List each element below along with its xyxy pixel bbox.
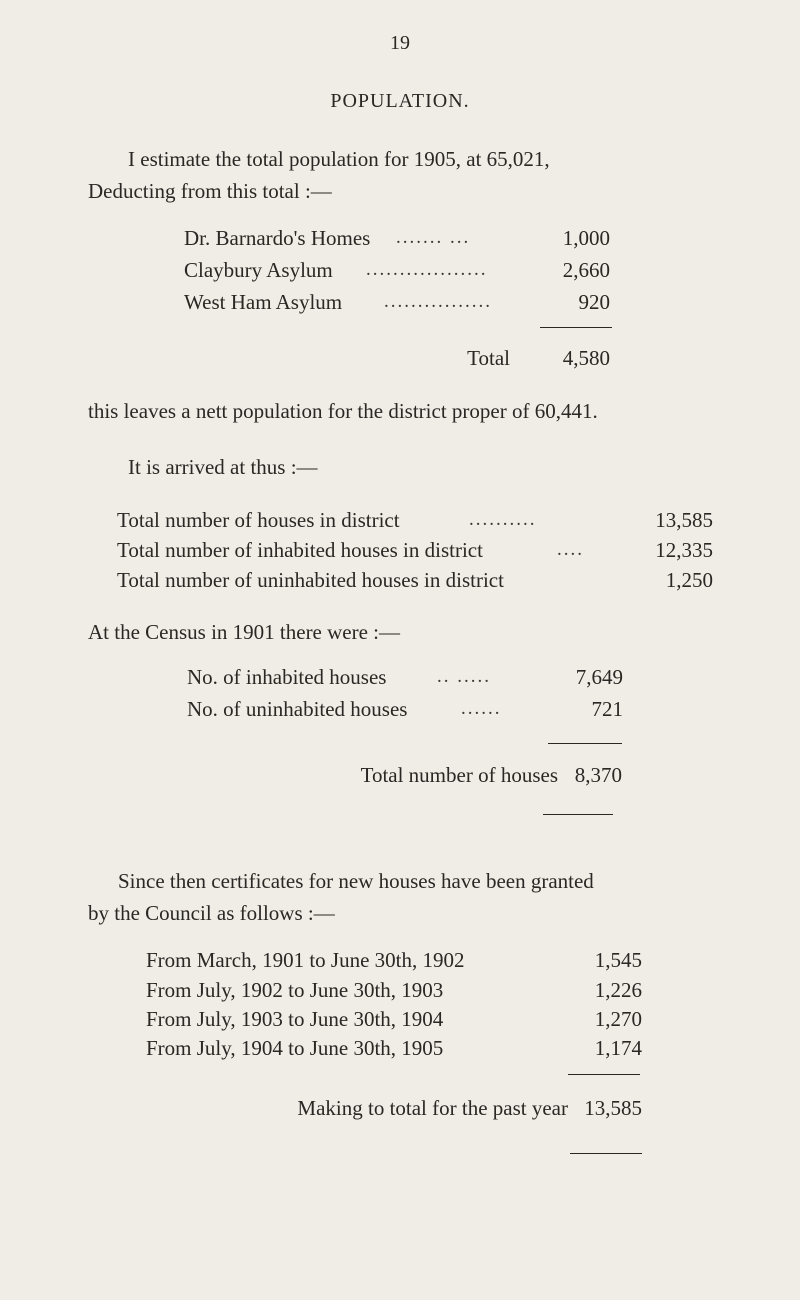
census-total-value: 8,370 <box>574 763 622 787</box>
deduction-row <box>184 257 624 283</box>
leader-dots: .......... <box>469 509 537 530</box>
intro-line-1: I estimate the total population for 1905, at 65,021, <box>128 147 550 171</box>
census-value: 7,649 <box>575 665 623 689</box>
arrived-text: It is arrived at thus :— <box>128 455 318 479</box>
deduction-label: West Ham Asylum <box>184 290 343 314</box>
census-label: No. of inhabited houses <box>187 665 387 689</box>
deduction-value: 2,660 <box>562 258 610 282</box>
total-rule <box>568 1074 640 1075</box>
houses-row <box>117 567 713 593</box>
houses-value: 12,335 <box>655 538 713 562</box>
leader-dots: .... <box>557 539 584 560</box>
houses-value: 1,250 <box>665 568 713 592</box>
certificates-line-2: by the Council as follows :— <box>88 901 335 925</box>
leader-dots: .. ..... <box>437 666 491 687</box>
census-intro: At the Census in 1901 there were :— <box>88 620 401 644</box>
total-rule <box>543 814 613 815</box>
houses-label: Total number of inhabited houses in district <box>117 538 483 562</box>
certificate-period: From March, 1901 to June 30th, 1902 <box>146 948 465 972</box>
census-row <box>187 664 623 690</box>
certificate-count: 1,226 <box>594 978 642 1002</box>
leader-dots: ...... <box>461 698 502 719</box>
page-number: 19 <box>390 32 410 54</box>
census-total-label: Total number of houses <box>360 763 558 787</box>
total-rule <box>540 327 612 328</box>
census-row <box>187 696 623 722</box>
deduction-value: 1,000 <box>562 226 610 250</box>
houses-value: 13,585 <box>655 508 713 532</box>
certificate-period: From July, 1902 to June 30th, 1903 <box>146 978 444 1002</box>
census-label: No. of uninhabited houses <box>187 697 408 721</box>
section-heading: POPULATION. <box>330 90 470 112</box>
houses-row <box>117 537 713 563</box>
houses-row <box>117 507 713 533</box>
certificates-total-label: Making to total for the past year <box>297 1096 568 1120</box>
leader-dots: ................ <box>384 291 492 312</box>
deduction-value: 920 <box>578 290 610 314</box>
leader-dots: ....... ... <box>396 227 471 248</box>
deductions-total-label: Total <box>467 346 510 370</box>
deduction-row <box>184 225 624 251</box>
deduction-row <box>184 289 624 315</box>
certificates-line-1: Since then certificates for new houses have been granted <box>118 869 594 893</box>
certificates-total-value: 13,585 <box>584 1096 642 1120</box>
certificate-count: 1,545 <box>594 948 642 972</box>
nett-population-text: this leaves a nett population for the district proper of 60,441. <box>88 399 598 423</box>
certificate-count: 1,270 <box>594 1007 642 1031</box>
deduction-label: Dr. Barnardo's Homes <box>184 226 371 250</box>
total-rule <box>570 1153 642 1154</box>
census-value: 721 <box>591 697 623 721</box>
certificate-row <box>146 977 642 1003</box>
certificate-row <box>146 1006 642 1032</box>
certificate-period: From July, 1903 to June 30th, 1904 <box>146 1007 444 1031</box>
houses-label: Total number of houses in district <box>117 508 400 532</box>
certificate-row <box>146 1035 642 1061</box>
certificate-count: 1,174 <box>594 1036 642 1060</box>
deduction-label: Claybury Asylum <box>184 258 333 282</box>
deductions-total-value: 4,580 <box>562 346 610 370</box>
leader-dots: .................. <box>366 259 488 280</box>
total-rule <box>548 743 622 744</box>
certificate-row <box>146 947 642 973</box>
houses-label: Total number of uninhabited houses in district <box>117 568 504 592</box>
intro-line-2: Deducting from this total :— <box>88 179 332 203</box>
certificate-period: From July, 1904 to June 30th, 1905 <box>146 1036 444 1060</box>
